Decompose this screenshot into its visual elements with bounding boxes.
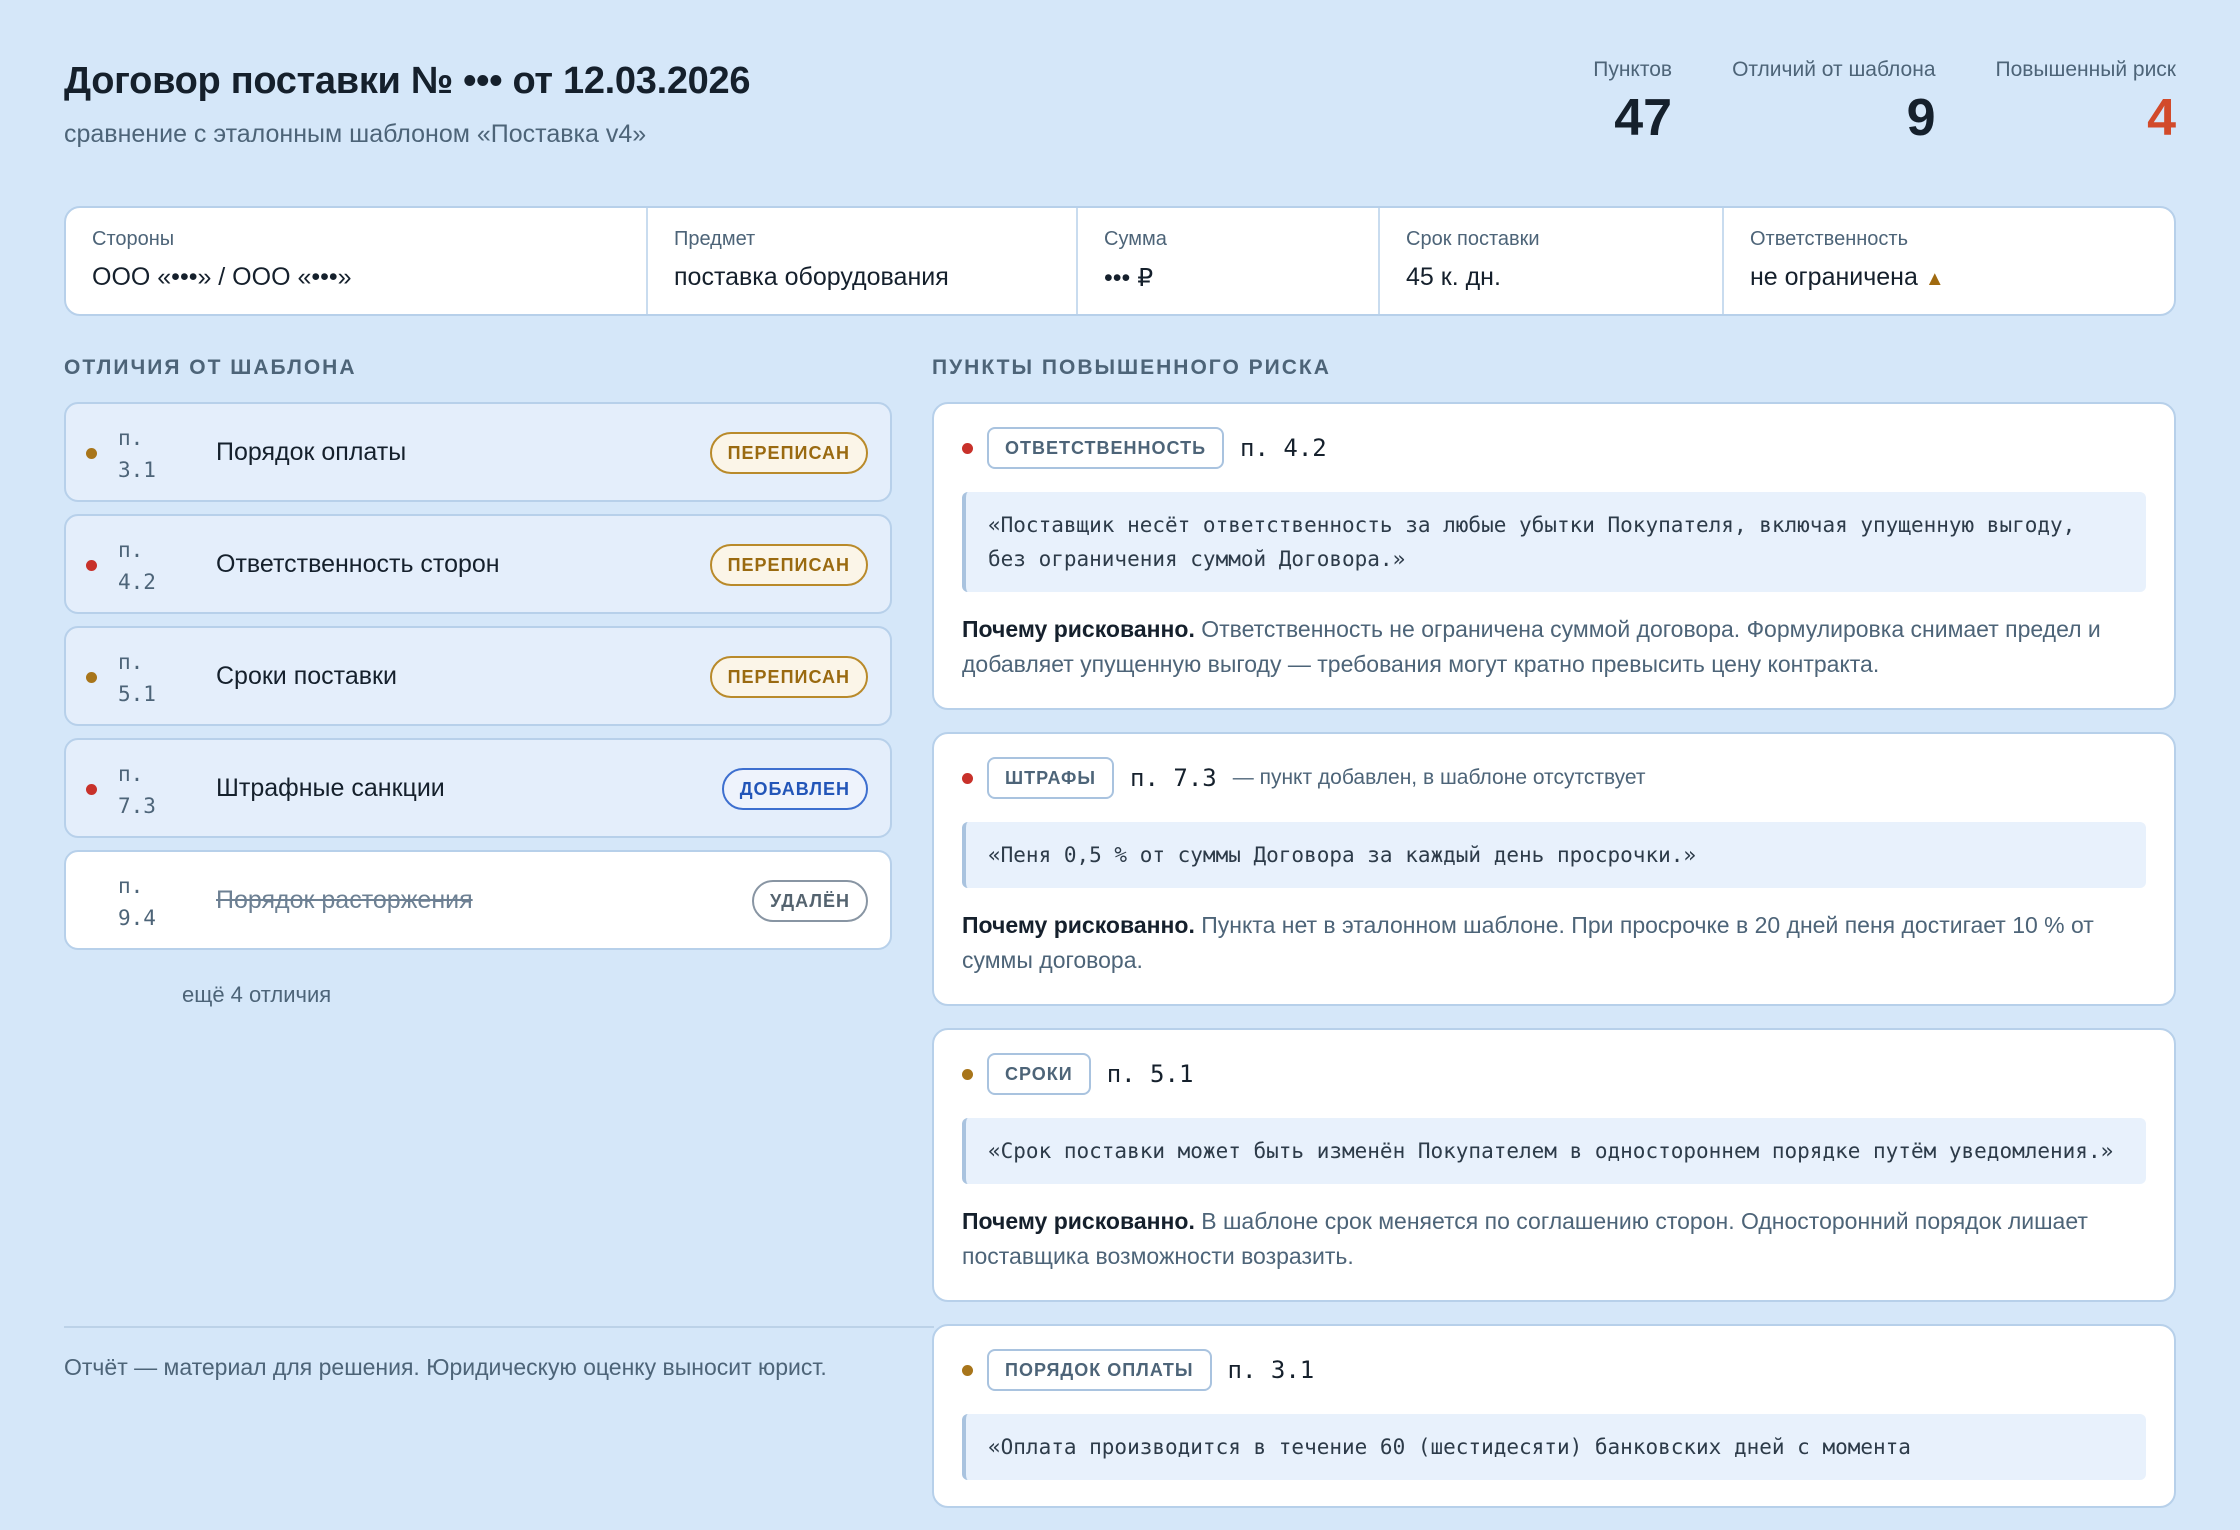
stat-high-risk [1995, 58, 2177, 147]
severity-dot [962, 773, 973, 784]
summary-subject [648, 208, 1078, 314]
severity-dot [962, 1365, 973, 1376]
diff-clause-number: п. 5.1 [118, 650, 156, 706]
summary-label: Сумма [1104, 228, 1167, 250]
diff-clause-name: Ответственность сторон [216, 550, 500, 578]
diff-list [64, 402, 892, 962]
diff-clause-name: Порядок оплаты [216, 438, 407, 466]
diff-clause-number: п. 7.3 [118, 762, 156, 818]
stat-label: Повышенный риск [1995, 58, 2176, 81]
diff-clause-name: Штрафные санкции [216, 774, 445, 802]
severity-dot [86, 672, 97, 683]
risk-clause-number: п. 5.1 [1106, 1060, 1194, 1088]
summary-label: Стороны [92, 228, 175, 250]
summary-label: Предмет [674, 228, 756, 250]
page-subtitle: сравнение с эталонным шаблоном «Поставка v4» [64, 120, 647, 148]
risk-note: — пункт добавлен, в шаблоне отсутствует [1232, 766, 1646, 789]
footer-disclaimer: Отчёт — материал для решения. Юридическую оценку выносит юрист. [64, 1354, 827, 1380]
severity-dot [962, 443, 973, 454]
clause-quote: «Поставщик несёт ответственность за любые убытки Покупателя, включая упущенную выгоду, без ограничения суммой Договора.» [962, 492, 2146, 592]
risk-clause-number: п. 4.2 [1240, 434, 1327, 462]
show-more-link[interactable]: ещё 4 отличия [182, 982, 332, 1007]
status-badge: ПЕРЕПИСАН [710, 544, 868, 586]
risk-explanation [962, 1204, 2146, 1274]
summary-value: ••• ₽ [1104, 264, 1154, 292]
summary-liability-text: не ограничена [1750, 263, 1918, 291]
clause-quote: «Пеня 0,5 % от суммы Договора за каждый день просрочки.» [962, 822, 2146, 888]
stat-label: Отличий от шаблона [1732, 58, 1936, 81]
risk-category-tag: ПОРЯДОК ОПЛАТЫ [987, 1349, 1212, 1391]
risk-card-header [962, 1348, 2146, 1392]
risk-explanation [962, 908, 2146, 978]
warning-icon: ▲ [1924, 268, 1945, 290]
why-label: Почему рискованно. [962, 912, 1195, 938]
summary-value: ООО «•••» / ООО «•••» [92, 263, 352, 291]
severity-dot [86, 560, 97, 571]
diff-clause-name: Порядок расторжения [216, 886, 473, 914]
summary-label: Срок поставки [1406, 228, 1540, 250]
risk-category-tag: ОТВЕТСТВЕННОСТЬ [987, 427, 1224, 469]
risk-card-header [962, 1052, 2146, 1096]
why-text: В шаблоне срок меняется по соглашению сторон. Односторонний порядок лишает поставщика возможности возразить. [962, 1208, 2088, 1269]
risk-card[interactable] [932, 402, 2176, 710]
summary-value: поставка оборудования [674, 263, 949, 291]
risk-category-tag: ШТРАФЫ [987, 757, 1114, 799]
risk-card-header [962, 426, 2146, 470]
footer-divider [64, 1326, 934, 1328]
contract-summary [64, 206, 2176, 316]
diff-clause-number: п. 9.4 [118, 874, 156, 930]
diff-item[interactable] [64, 626, 892, 726]
status-badge: ДОБАВЛЕН [722, 768, 868, 810]
stats-panel [1593, 58, 2176, 147]
stat-value: 9 [1906, 89, 1936, 147]
why-label: Почему рискованно. [962, 1208, 1195, 1234]
diff-item[interactable] [64, 514, 892, 614]
stat-clauses [1593, 58, 1673, 147]
clause-quote: «Оплата производится в течение 60 (шестидесяти) банковских дней с момента [962, 1414, 2146, 1480]
diff-clause-number: п. 4.2 [118, 538, 156, 594]
severity-dot [86, 448, 97, 459]
severity-dot [962, 1069, 973, 1080]
risk-clause-number: п. 7.3 [1130, 764, 1217, 792]
summary-term [1380, 208, 1724, 314]
risk-card[interactable] [932, 1324, 2176, 1508]
status-badge: ПЕРЕПИСАН [710, 656, 868, 698]
stat-value: 47 [1614, 89, 1673, 147]
diff-clause-name: Сроки поставки [216, 662, 397, 690]
diff-clause-number: п. 3.1 [118, 426, 156, 482]
diff-item[interactable] [64, 402, 892, 502]
diffs-section-title: ОТЛИЧИЯ ОТ ШАБЛОНА [64, 356, 357, 379]
summary-liability [1724, 208, 2174, 314]
risk-card-header [962, 756, 2146, 800]
risk-card[interactable] [932, 732, 2176, 1006]
diff-item[interactable] [64, 738, 892, 838]
risk-explanation [962, 612, 2146, 682]
why-text: Ответственность не ограничена суммой договора. Формулировка снимает предел и добавляет упущенную выгоду — требования могут кратно превысить цену контракта. [962, 616, 2101, 677]
risk-card[interactable] [932, 1028, 2176, 1302]
summary-amount [1078, 208, 1380, 314]
summary-value [1750, 263, 2148, 292]
page-title: Договор поставки № ••• от 12.03.2026 [64, 60, 751, 102]
why-text: Пункта нет в эталонном шаблоне. При просрочке в 20 дней пеня достигает 10 % от суммы договора. [962, 912, 2094, 973]
summary-label: Ответственность [1750, 228, 1908, 250]
status-badge: ПЕРЕПИСАН [710, 432, 868, 474]
risk-list [932, 402, 2176, 1530]
stat-value: 4 [2147, 89, 2176, 147]
risk-clause-number: п. 3.1 [1227, 1356, 1315, 1384]
status-badge: УДАЛЁН [752, 880, 868, 922]
risk-category-tag: СРОКИ [987, 1053, 1091, 1095]
summary-parties [66, 208, 648, 314]
risks-section-title: ПУНКТЫ ПОВЫШЕННОГО РИСКА [932, 356, 1331, 379]
stat-differences [1732, 58, 1936, 147]
summary-value: 45 к. дн. [1406, 263, 1501, 291]
stat-label: Пунктов [1593, 58, 1673, 81]
clause-quote: «Срок поставки может быть изменён Покупателем в одностороннем порядке путём уведомления.» [962, 1118, 2146, 1184]
severity-dot [86, 784, 97, 795]
diff-item[interactable] [64, 850, 892, 950]
why-label: Почему рискованно. [962, 616, 1195, 642]
